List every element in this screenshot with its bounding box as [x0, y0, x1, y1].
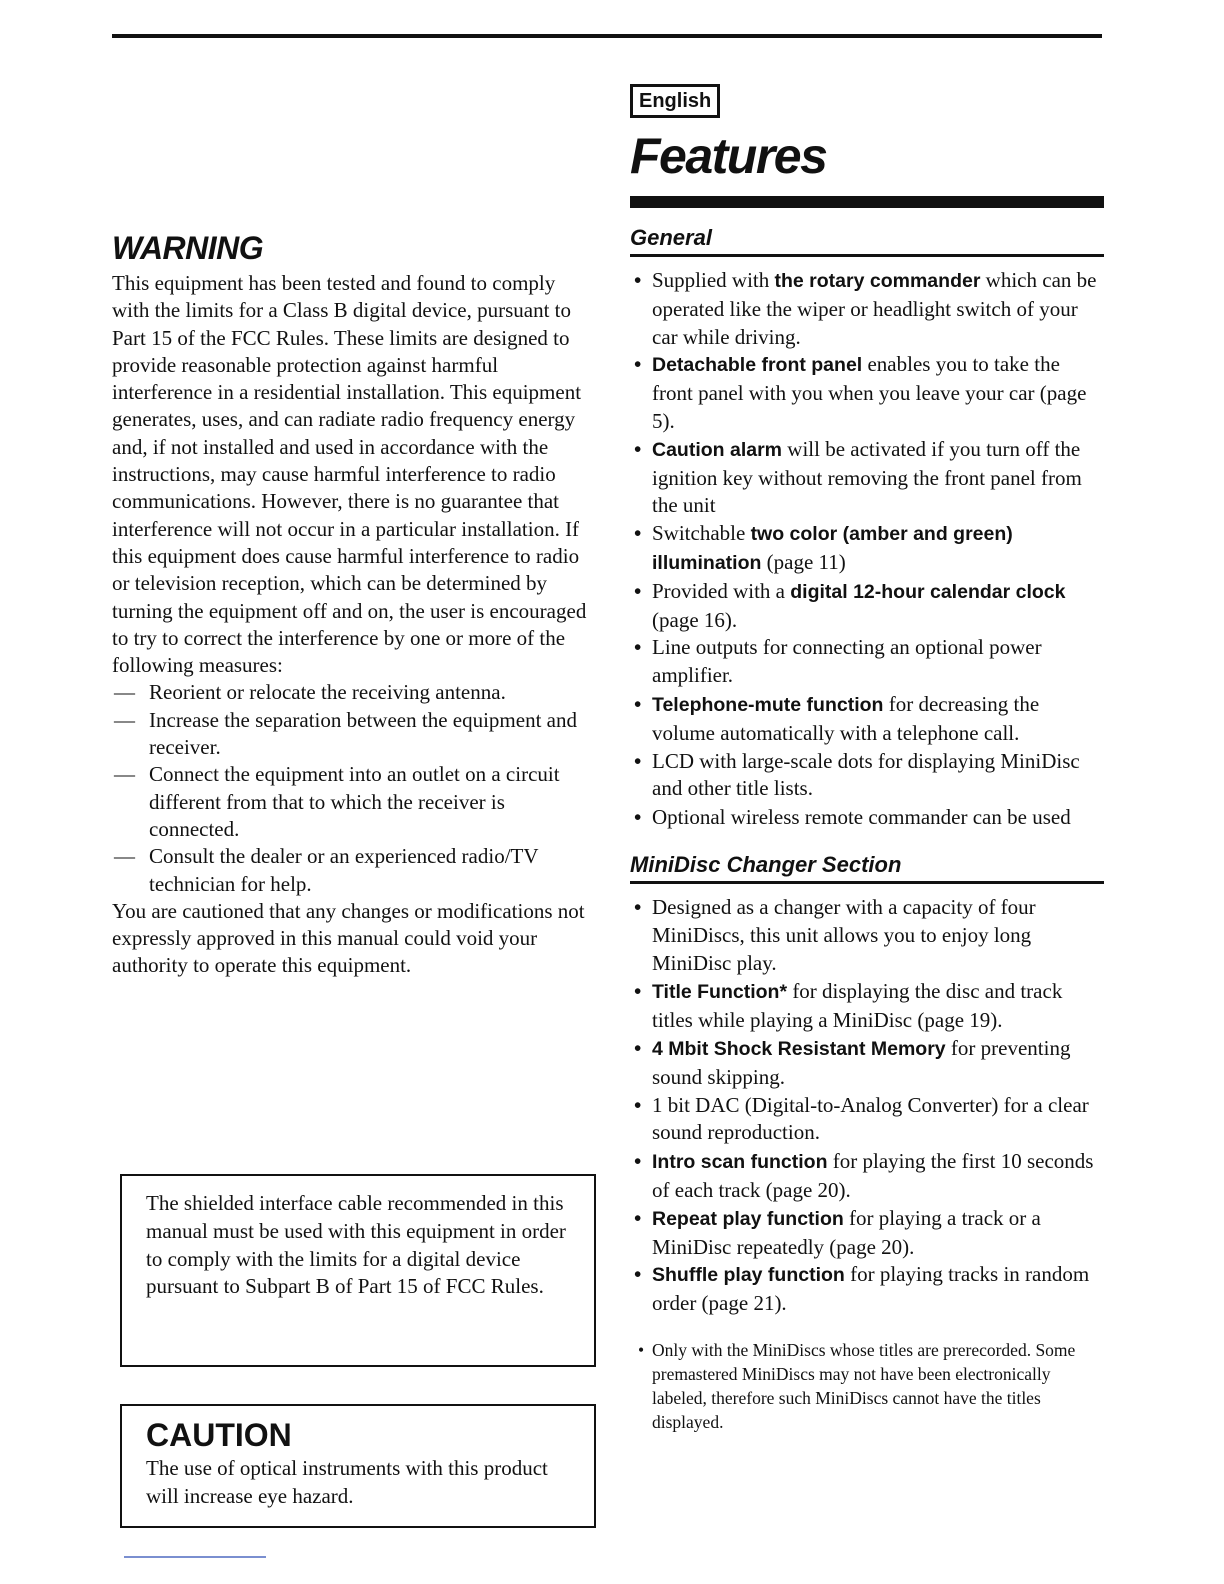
list-item: • Switchable two color (amber and green) illumination (page 11) — [630, 520, 1104, 578]
caution-text: The use of optical instruments with this product will increase eye hazard. — [146, 1456, 548, 1508]
language-badge: English — [630, 84, 720, 118]
shielded-cable-notice — [120, 1174, 596, 1367]
general-list — [630, 267, 1104, 833]
footnote: • Only with the MiniDiscs whose titles are prerecorded. Some premastered MiniDiscs may not have been electronically labeled, therefore such MiniDiscs cannot have the titles displayed. — [630, 1338, 1104, 1434]
list-item: • Supplied with the rotary commander which can be operated like the wiper or headlight switch of your car while driving. — [630, 267, 1104, 351]
list-item: — Connect the equipment into an outlet on a circuit different from that to which the receiver is connected. — [112, 761, 592, 843]
minidisc-list — [630, 894, 1104, 1318]
features-title: Features — [630, 128, 827, 184]
list-item: • Optional wireless remote commander can be used — [630, 804, 1104, 833]
caution-title: CAUTION — [146, 1417, 292, 1453]
list-item: • 1 bit DAC (Digital-to-Analog Converter) for a clear sound reproduction. — [630, 1092, 1104, 1149]
list-item: • Intro scan function for playing the first 10 seconds of each track (page 20). — [630, 1148, 1104, 1205]
list-item: • Provided with a digital 12-hour calendar clock (page 16). — [630, 578, 1104, 635]
shielded-cable-text: The shielded interface cable recommended in this manual must be used with this equipment in order to comply with the limits for a digital device pursuant to Subpart B of Part 15 of FCC Rules. — [146, 1191, 566, 1299]
list-item: • Repeat play function for playing a track or a MiniDisc repeatedly (page 20). — [630, 1205, 1104, 1262]
bottom-mark — [124, 1556, 266, 1558]
general-heading: General — [630, 224, 1104, 257]
warning-closing: You are cautioned that any changes or modifications not expressly approved in this manual could void your authority to operate this equipment. — [112, 898, 585, 978]
minidisc-heading: MiniDisc Changer Section — [630, 851, 1104, 884]
warning-title: WARNING — [112, 230, 264, 266]
list-item: • Line outputs for connecting an optional power amplifier. — [630, 634, 1104, 691]
caution-box — [120, 1404, 596, 1528]
list-item: • Designed as a changer with a capacity of four MiniDiscs, this unit allows you to enjoy long MiniDisc play. — [630, 894, 1104, 978]
measures-list — [112, 679, 592, 897]
list-item: • Detachable front panel enables you to take the front panel with you when you leave your car (page 5). — [630, 351, 1104, 435]
title-rule — [630, 196, 1104, 208]
list-item: — Consult the dealer or an experienced radio/TV technician for help. — [112, 843, 592, 898]
list-item: • Telephone-mute function for decreasing the volume automatically with a telephone call. — [630, 691, 1104, 748]
warning-section — [112, 228, 592, 980]
list-item: • Caution alarm will be activated if you turn off the ignition key without removing the front panel from the unit — [630, 436, 1104, 520]
top-rule — [112, 34, 1102, 38]
list-item: • Shuffle play function for playing tracks in random order (page 21). — [630, 1261, 1104, 1318]
warning-body: This equipment has been tested and found to comply with the limits for a Class B digital device, pursuant to Part 15 of the FCC Rules. These limits are designed to provide reasonable protection against harmful interference in a residential installation. This equipment generates, uses, and can radiate radio frequency energy and, if not installed and used in accordance with the instructions, may cause harmful interference to radio communications. However, there is no guarantee that interference will not occur in a particular installation. If this equipment does cause harmful interference to radio or television reception, which can be determined by turning the equipment off and on, the user is encouraged to try to correct the interference by one or more of the following measures: — [112, 271, 587, 678]
list-item: — Reorient or relocate the receiving antenna. — [112, 679, 592, 706]
list-item: • Title Function* for displaying the disc and track titles while playing a MiniDisc (page 19). — [630, 978, 1104, 1035]
list-item: — Increase the separation between the equipment and receiver. — [112, 707, 592, 762]
features-section — [630, 84, 1104, 1451]
list-item: • 4 Mbit Shock Resistant Memory for preventing sound skipping. — [630, 1035, 1104, 1092]
list-item: • LCD with large-scale dots for displaying MiniDisc and other title lists. — [630, 748, 1104, 805]
